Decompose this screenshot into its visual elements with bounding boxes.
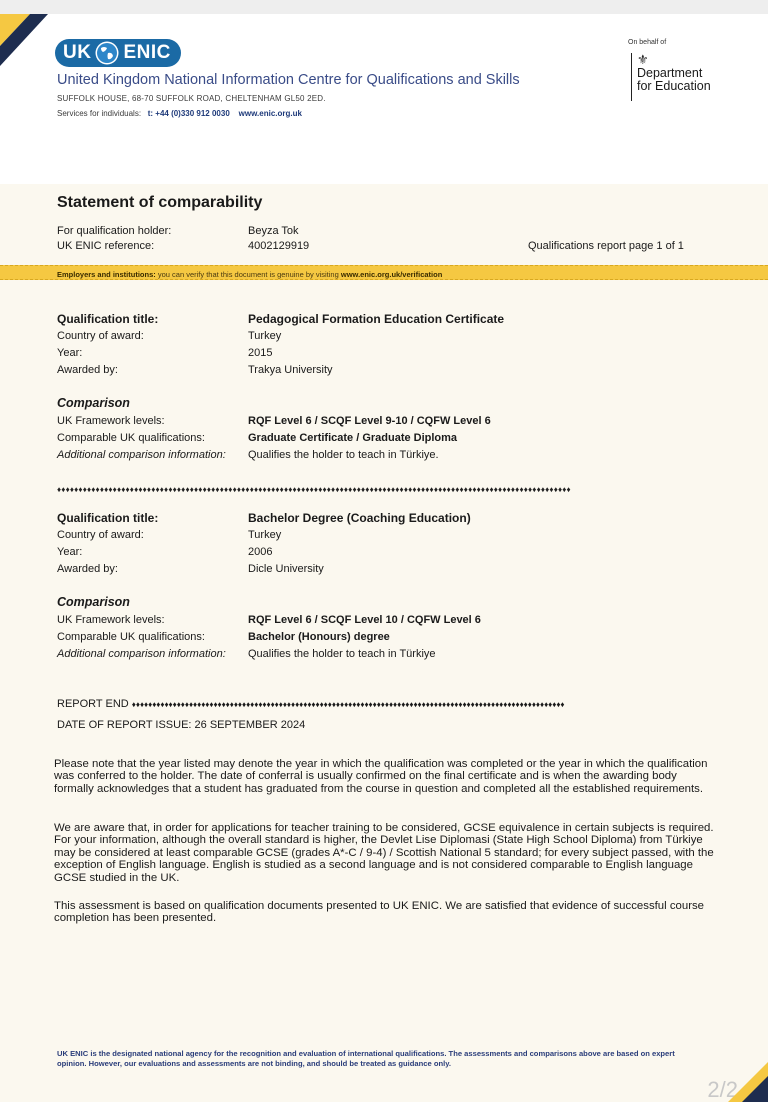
royal-crest-icon: ⚜ [637, 52, 649, 67]
verify-prefix: Employers and institutions: [57, 270, 156, 279]
country-label: Country of award: [57, 330, 144, 342]
comparable-value: Graduate Certificate / Graduate Diploma [248, 432, 458, 444]
qualification-title-value: Pedagogical Formation Education Certificate [248, 312, 505, 326]
additional-info-label: Additional comparison information: [57, 648, 226, 660]
footer-disclaimer: UK ENIC is the designated national agency for the recognition and evaluation of international qualifications. The assessments and comparisons above are based on expert opinion. However, our evaluations and assessments are not binding, and should be treated as guidance only. [57, 1049, 675, 1068]
report-end-label: REPORT END [57, 698, 129, 710]
note-paragraph: We are aware that, in order for applications for teacher training to be considered, GCSE equivalence in certain subjects is required. For your information, although the overall standard is higher, the Devlet Lise Diplomasi (State High School Diploma) from Türkiye may be considered at least comparable GCSE (grades A*-C / 9-4) / Scottish National 5 standard; for every subject passed, with the exception of English language. English is studied as a second language and is not considered comparable to English language GCSE studied in the UK. [54, 822, 714, 884]
verify-text: you can verify that this document is genuine by visiting [155, 270, 341, 279]
corner-decoration-icon [728, 1062, 768, 1102]
country-value: Turkey [248, 529, 282, 541]
awarded-by-label: Awarded by: [57, 563, 118, 575]
reference-label: UK ENIC reference: [57, 240, 155, 252]
year-value: 2006 [248, 546, 273, 558]
qualification-title-label: Qualification title: [57, 511, 159, 525]
website-link[interactable]: www.enic.org.uk [238, 109, 302, 118]
organisation-contact [57, 109, 302, 118]
framework-label: UK Framework levels: [57, 614, 165, 626]
report-end-divider: ♦♦♦♦♦♦♦♦♦♦♦♦♦♦♦♦♦♦♦♦♦♦♦♦♦♦♦♦♦♦♦♦♦♦♦♦♦♦♦♦♦♦♦♦♦♦♦♦♦♦♦♦♦♦♦♦♦♦♦♦♦♦♦♦♦♦♦♦♦♦♦♦♦♦♦♦♦♦♦♦♦♦♦♦♦♦♦♦♦♦♦♦♦♦♦♦♦♦♦♦♦♦♦♦♦♦ [131, 700, 565, 709]
additional-info-label: Additional comparison information: [57, 449, 226, 461]
report-page-info: Qualifications report page 1 of 1 [528, 240, 684, 252]
framework-value: RQF Level 6 / SCQF Level 10 / CQFW Level 6 [248, 614, 481, 626]
qualification-title-label: Qualification title: [57, 312, 159, 326]
uk-enic-logo [55, 39, 181, 67]
awarded-by-value: Dicle University [248, 563, 324, 575]
comparison-heading: Comparison [57, 396, 130, 410]
top-strip [0, 0, 768, 14]
dfe-name-line2: for Education [637, 79, 711, 93]
note-paragraph: Please note that the year listed may denote the year in which the qualification was completed or the year in which the qualification was conferred to the holder. The date of conferral is usually confirmed on the final certificate and is when the awarding body formally acknowledges that a student has graduated from the course in question and completed all the established requirements. [54, 758, 708, 795]
reference-value: 4002129919 [248, 240, 310, 252]
country-label: Country of award: [57, 529, 144, 541]
services-label: Services for individuals: [57, 109, 142, 118]
section-divider: ♦♦♦♦♦♦♦♦♦♦♦♦♦♦♦♦♦♦♦♦♦♦♦♦♦♦♦♦♦♦♦♦♦♦♦♦♦♦♦♦♦♦♦♦♦♦♦♦♦♦♦♦♦♦♦♦♦♦♦♦♦♦♦♦♦♦♦♦♦♦♦♦♦♦♦♦♦♦♦♦♦♦♦♦♦♦♦♦♦♦♦♦♦♦♦♦♦♦♦♦♦♦♦♦♦♦♦♦♦♦♦♦♦♦♦♦♦♦♦♦ [57, 485, 571, 494]
awarded-by-value: Trakya University [248, 364, 333, 376]
year-value: 2015 [248, 347, 273, 359]
comparable-label: Comparable UK qualifications: [57, 432, 205, 444]
globe-icon [94, 40, 120, 66]
organisation-name: United Kingdom National Information Centre for Qualifications and Skills [57, 72, 520, 88]
report-end-line [57, 698, 687, 710]
verification-banner [0, 265, 768, 280]
note-paragraph: This assessment is based on qualification documents presented to UK ENIC. We are satisfied that evidence of successful course completion has been presented. [54, 900, 705, 925]
comparable-value: Bachelor (Honours) degree [248, 631, 390, 643]
holder-label: For qualification holder: [57, 225, 172, 237]
comparable-label: Comparable UK qualifications: [57, 631, 205, 643]
logo-uk-text: UK [63, 42, 92, 63]
holder-value: Beyza Tok [248, 225, 299, 237]
country-value: Turkey [248, 330, 282, 342]
report-issue-date: DATE OF REPORT ISSUE: 26 SEPTEMBER 2024 [57, 719, 306, 731]
year-label: Year: [57, 546, 83, 558]
additional-info-value: Qualifies the holder to teach in Türkiye [248, 648, 436, 660]
dfe-logo [631, 53, 711, 101]
additional-info-value: Qualifies the holder to teach in Türkiye. [248, 449, 439, 461]
qualification-title-value: Bachelor Degree (Coaching Education) [248, 511, 471, 525]
framework-value: RQF Level 6 / SCQF Level 9-10 / CQFW Level 6 [248, 415, 491, 427]
page-number: 2/2 [707, 1077, 738, 1102]
logo-enic-text: ENIC [123, 42, 171, 63]
phone-number: t: +44 (0)330 912 0030 [147, 109, 230, 118]
awarded-by-label: Awarded by: [57, 364, 118, 376]
dfe-name-line1: Department [637, 66, 703, 80]
verify-link[interactable]: www.enic.org.uk/verification [340, 270, 443, 279]
corner-decoration-icon [0, 14, 48, 66]
comparison-heading: Comparison [57, 595, 130, 609]
statement-title: Statement of comparability [57, 194, 263, 211]
framework-label: UK Framework levels: [57, 415, 165, 427]
on-behalf-label: On behalf of [628, 39, 667, 46]
year-label: Year: [57, 347, 83, 359]
organisation-address: SUFFOLK HOUSE, 68-70 SUFFOLK ROAD, CHELTENHAM GL50 2ED. [57, 94, 326, 103]
